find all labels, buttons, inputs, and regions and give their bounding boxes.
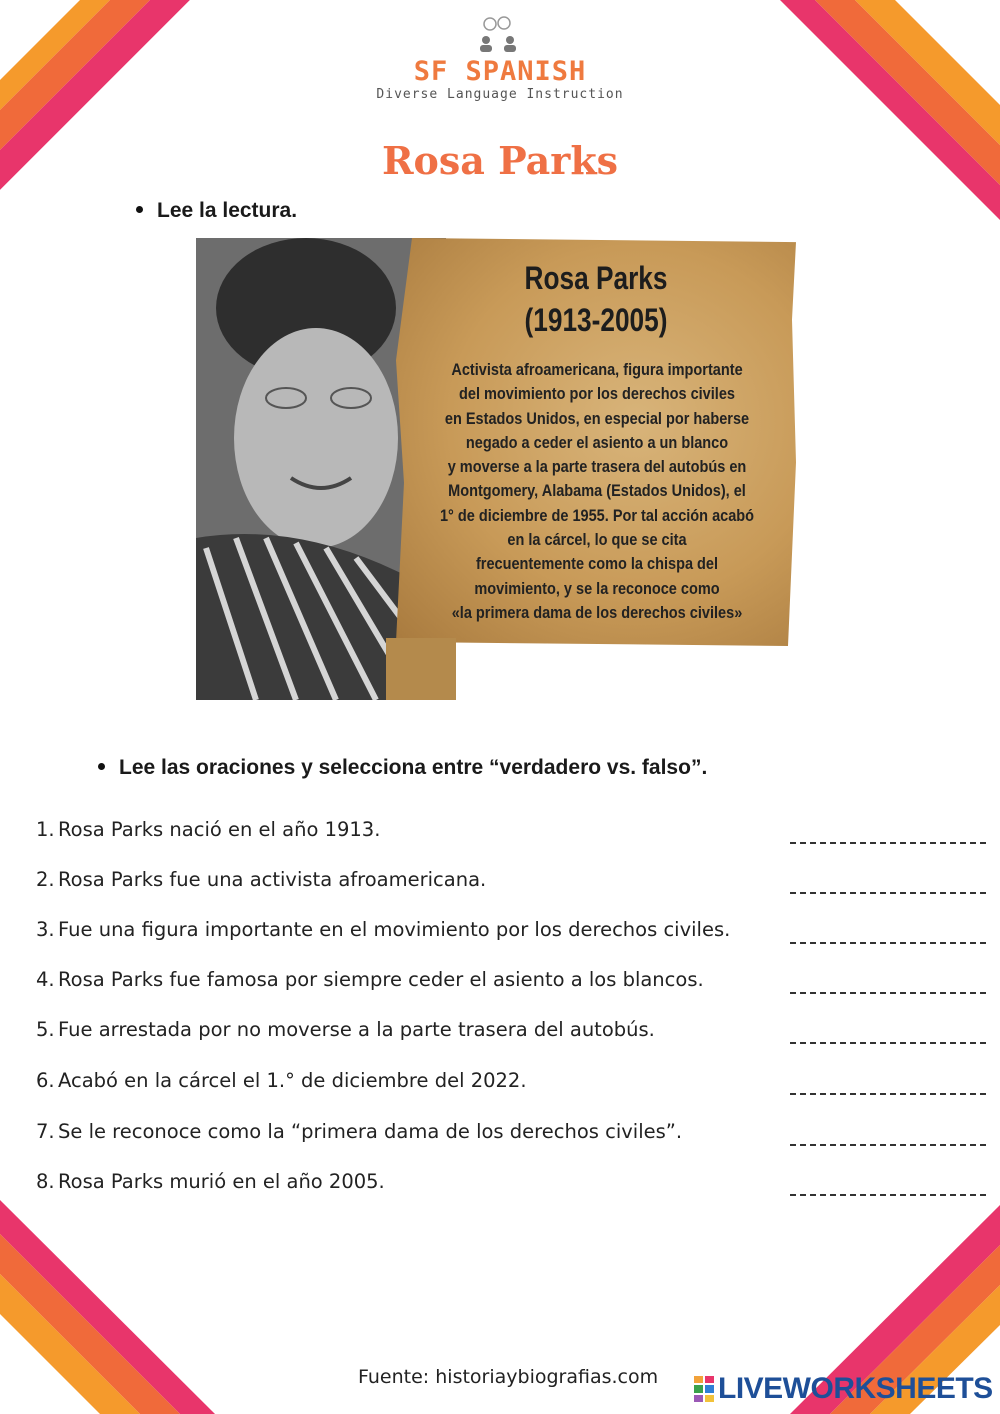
answer-blank[interactable] [790, 818, 986, 844]
bio-line: Activista afroamericana, figura importante [451, 361, 743, 379]
question-text: Se le reconoce como la “primera dama de los derechos civiles”. [58, 1120, 683, 1143]
question-item [36, 1069, 996, 1092]
question-item [36, 918, 996, 941]
people-chat-icon [470, 14, 530, 54]
bio-line: en la cárcel, lo que se cita [507, 531, 687, 550]
bio-line: del movimiento por los derechos civiles [459, 385, 735, 404]
question-item [36, 1018, 996, 1041]
instruction-true-false-text: Lee las oraciones y selecciona entre “verdadero vs. falso”. [119, 756, 708, 779]
question-item [36, 818, 996, 841]
question-text: Rosa Parks murió en el año 2005. [58, 1170, 385, 1193]
question-text: Fue arrestada por no moverse a la parte trasera del autobús. [58, 1018, 655, 1041]
answer-blank[interactable] [790, 1120, 986, 1146]
logo-brand: SF SPANISH [413, 56, 587, 87]
biography-text [425, 358, 770, 625]
question-number: 6. [36, 1069, 55, 1092]
bullet-icon [136, 206, 143, 213]
bio-line: frecuentemente como la chispa del [475, 555, 719, 574]
source-credit: Fuente: historiaybiografias.com [358, 1366, 659, 1388]
question-number: 8. [36, 1170, 55, 1193]
reading-years: (1913-2005) [524, 302, 668, 338]
liveworksheets-logo[interactable] [694, 1372, 993, 1406]
bio-line: Montgomery, Alabama (Estados Unidos), el [448, 482, 746, 501]
question-text: Rosa Parks fue famosa por siempre ceder el asiento a los blancos. [58, 968, 704, 991]
question-number: 3. [36, 918, 55, 941]
parchment-tail [386, 638, 456, 700]
question-number: 5. [36, 1018, 55, 1041]
bio-line: y moverse a la parte trasera del autobús en [447, 458, 747, 477]
question-text: Rosa Parks fue una activista afroamericana. [58, 868, 487, 891]
question-text: Acabó en la cárcel el 1.° de diciembre del 2022. [58, 1069, 527, 1092]
bio-line: movimiento, y se la reconoce como [474, 579, 720, 598]
question-item [36, 868, 996, 891]
instruction-true-false [98, 756, 707, 780]
page-title: Rosa Parks [381, 138, 619, 183]
question-item [36, 1120, 996, 1143]
answer-blank[interactable] [790, 1170, 986, 1196]
reading-image [196, 238, 796, 700]
answer-blank[interactable] [790, 868, 986, 894]
sf-spanish-logo [0, 14, 1000, 102]
bio-line: negado a ceder el asiento a un blanco [465, 433, 729, 452]
liveworksheets-icon [694, 1376, 714, 1402]
answer-blank[interactable] [790, 918, 986, 944]
question-number: 4. [36, 968, 55, 991]
question-number: 7. [36, 1120, 55, 1143]
liveworksheets-text: LIVEWORKSHEETS [718, 1372, 993, 1405]
question-text: Fue una figura importante en el movimiento por los derechos civiles. [58, 918, 731, 941]
answer-blank[interactable] [790, 968, 986, 994]
question-number: 1. [36, 818, 55, 841]
answer-blank[interactable] [790, 1069, 986, 1095]
question-text: Rosa Parks nació en el año 1913. [58, 818, 381, 841]
question-number: 2. [36, 868, 55, 891]
bullet-icon [98, 763, 105, 770]
instruction-read-text: Lee la lectura. [157, 199, 298, 222]
question-item [36, 1170, 996, 1193]
bio-line: «la primera dama de los derechos civiles» [451, 603, 743, 622]
bio-line: 1° de diciembre de 1955. Por tal acción acabó [439, 506, 755, 525]
question-item [36, 968, 996, 991]
logo-tagline: Diverse Language Instruction [376, 87, 624, 102]
bio-line: en Estados Unidos, en especial por haberse [444, 409, 750, 428]
instruction-read [136, 199, 297, 223]
answer-blank[interactable] [790, 1018, 986, 1044]
reading-name: Rosa Parks [524, 260, 668, 296]
